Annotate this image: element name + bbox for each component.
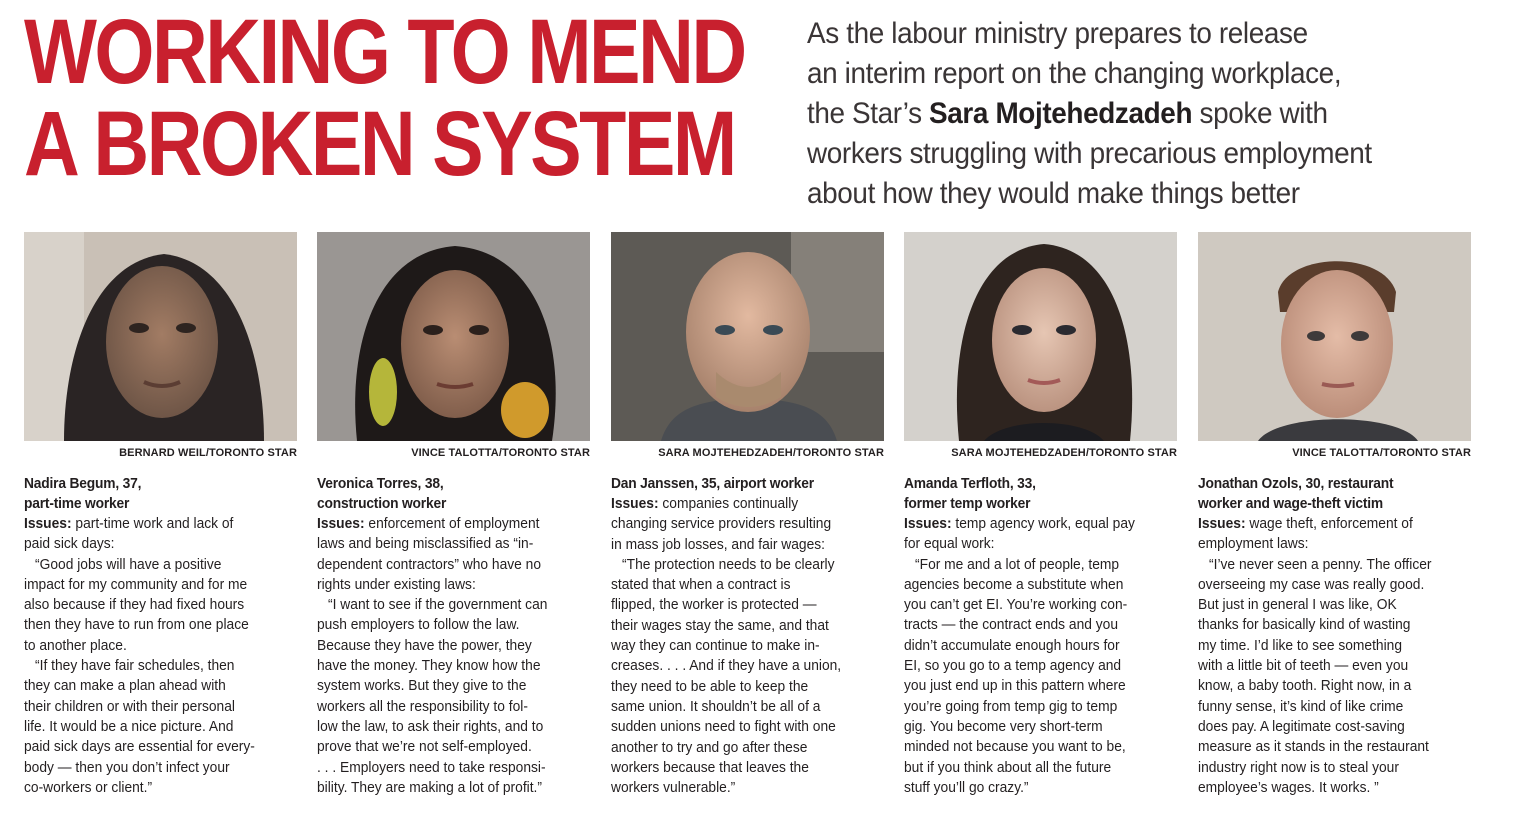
body-text-line: then they have to run from one place [24,616,249,634]
issues-text: companies continually [658,495,799,512]
issues-text: part-time work and lack of [71,515,234,532]
headline-line-2: A BROKEN SYSTEM [24,93,735,195]
body-text-line: “For me and a lot of people, temp [915,555,1120,573]
body-text-line: workers vulnerable.” [611,779,736,797]
issues-label: Issues: [24,515,72,532]
body-text-line: Because they have the power, they [317,636,532,654]
profile-column [904,232,1177,798]
body-text-line: creases. . . . And if they have a union, [611,657,842,675]
portrait-photo [611,232,884,441]
body-text-line: to another place. [24,636,127,654]
body-text-line: measure as it stands in the restaurant [1198,738,1429,756]
body-text-line: “The protection needs to be clearly [622,555,835,573]
body-text-line: my time. I’d like to see something [1198,636,1403,654]
body-text-line: dependent contractors” who have no [317,555,542,573]
deck-line: As the labour ministry prepares to release [807,17,1308,50]
body-text-line: their children or with their personal [24,697,235,715]
deck-line: an interim report on the changing workplace, [807,57,1342,90]
body-text-line: laws and being misclassified as “in- [317,535,534,553]
issues-line [904,514,1155,534]
body-text-line: but if you think about all the future [904,758,1112,776]
body-text-line: life. It would be a nice picture. And [24,717,234,735]
photo-credit: VINCE TALOTTA/TORONTO STAR [1292,447,1471,459]
issues-text: enforcement of employment [364,515,540,532]
body-text-line: didn’t accumulate enough hours for [904,636,1120,654]
person-name [1198,474,1471,514]
body-text-line: EI, so you go to a temp agency and [904,657,1122,675]
body-text-line: “I want to see if the government can [328,596,548,614]
issues-label: Issues: [317,515,365,532]
person-name [317,474,590,514]
body-text-line: they need to be able to keep the [611,677,809,695]
body-text-line: you just end up in this pattern where [904,677,1126,695]
body-text-line: they can make a plan ahead with [24,677,226,695]
issues-text: wage theft, enforcement of [1245,515,1413,532]
body-text-line: impact for my community and for me [24,575,248,593]
body-text-line: thanks for basically kind of wasting [1198,616,1411,634]
body-text-line: bility. They are making a lot of profit.” [317,778,542,796]
person-name [24,474,297,514]
person-name-line: construction worker [317,495,447,512]
photo-credit: BERNARD WEIL/TORONTO STAR [119,447,297,459]
profile-body [611,494,884,798]
body-text-line: push employers to follow the law. [317,616,520,634]
issues-line [611,494,862,514]
person-name-line: Nadira Begum, 37, [24,475,142,492]
deck-line: workers struggling with precarious employment [807,137,1372,170]
body-text-line: co-workers or client.” [24,778,153,796]
person-name [904,474,1177,514]
body-text-line: system works. But they give to the [317,677,527,695]
body-text-line: But just in general I was like, OK [1198,596,1397,614]
body-text-line: employment laws: [1198,535,1309,553]
body-text-line: stated that when a contract is [611,576,791,594]
person-name [611,474,884,494]
body-text-line: sudden unions need to fight with one [611,718,836,736]
body-text-line: industry right now is to steal your [1198,758,1399,776]
body-text-line: for equal work: [904,535,995,553]
body-text-line: minded not because you want to be, [904,738,1126,756]
body-text-line: “Good jobs will have a positive [35,555,222,573]
body-text-line: workers all the responsibility to fol- [317,697,528,715]
issues-label: Issues: [611,495,659,512]
profile-body [24,514,297,798]
body-text-line: tracts — the contract ends and you [904,616,1119,634]
body-text-line: you can’t get EI. You’re working con- [904,596,1128,614]
person-name-line: part-time worker [24,495,130,512]
body-text-line: workers because that leaves the [611,758,809,776]
body-text-line: changing service providers resulting [611,515,832,533]
person-name-line: worker and wage-theft victim [1198,495,1384,512]
profile-body [904,514,1177,798]
body-text-line: same union. It shouldn’t be all of a [611,697,821,715]
body-text-line: in mass job losses, and fair wages: [611,535,826,553]
deck-line: about how they would make things better [807,177,1300,210]
headline-line-1: WORKING TO MEND [24,1,745,103]
body-text-line: body — then you don’t infect your [24,758,230,776]
body-text-line: rights under existing laws: [317,575,476,593]
body-text-line: another to try and go after these [611,738,808,756]
profile-column [611,232,884,798]
body-text-line: have the money. They know how the [317,657,541,675]
body-text-line: paid sick days: [24,535,115,553]
body-text-line: stuff you’ll go crazy.” [904,778,1029,796]
body-text-line: with a little bit of teeth — even you [1198,657,1409,675]
photo-credit: VINCE TALOTTA/TORONTO STAR [411,447,590,459]
body-text-line: does pay. A legitimate cost-saving [1198,717,1405,735]
body-text-line: paid sick days are essential for every- [24,738,255,756]
body-text-line: . . . Employers need to take responsi- [317,758,546,776]
person-name-line: Amanda Terfloth, 33, [904,475,1036,492]
photo-credit: SARA MOJTEHEDZADEH/TORONTO STAR [658,447,884,459]
portrait-photo [317,232,590,441]
body-text-line: you’re going from temp gig to temp [904,697,1118,715]
deck [807,14,1497,214]
person-name-line: Veronica Torres, 38, [317,475,444,492]
body-text-line: employee’s wages. It works. ” [1198,778,1379,796]
issues-line [24,514,275,534]
body-text-line: “I’ve never seen a penny. The officer [1209,555,1432,573]
issues-label: Issues: [1198,515,1246,532]
photo-credit: SARA MOJTEHEDZADEH/TORONTO STAR [951,447,1177,459]
body-text-line: agencies become a substitute when [904,575,1124,593]
body-text-line: their wages stay the same, and that [611,616,829,634]
deck-line: the Star’s Sara Mojtehedzadeh spoke with [807,97,1328,130]
issues-text: temp agency work, equal pay [951,515,1135,532]
issues-label: Issues: [904,515,952,532]
body-text-line: gig. You become very short-term [904,717,1103,735]
body-text-line: know, a baby tooth. Right now, in a [1198,677,1412,695]
profile-column [317,232,590,798]
person-name-line: Dan Janssen, 35, airport worker [611,475,814,492]
profile-column [1198,232,1471,798]
body-text-line: flipped, the worker is protected — [611,596,817,614]
portrait-photo [904,232,1177,441]
issues-line [317,514,568,534]
issues-line [1198,514,1449,534]
author-name: Sara Mojtehedzadeh [929,97,1193,130]
body-text-line: low the law, to ask their rights, and to [317,717,544,735]
portrait-photo [24,232,297,441]
body-text-line: “If they have fair schedules, then [35,657,235,675]
person-name-line: former temp worker [904,495,1031,512]
headline [24,1,745,195]
portrait-photo [1198,232,1471,441]
body-text-line: funny sense, it’s kind of like crime [1198,697,1404,715]
body-text-line: prove that we’re not self-employed. [317,738,532,756]
body-text-line: way they can continue to make in- [611,637,820,655]
body-text-line: overseeing my case was really good. [1198,575,1425,593]
profile-body [1198,514,1471,798]
profile-column [24,232,297,798]
person-name-line: Jonathan Ozols, 30, restaurant [1198,475,1394,492]
profile-body [317,514,590,798]
body-text-line: also because if they had fixed hours [24,596,245,614]
